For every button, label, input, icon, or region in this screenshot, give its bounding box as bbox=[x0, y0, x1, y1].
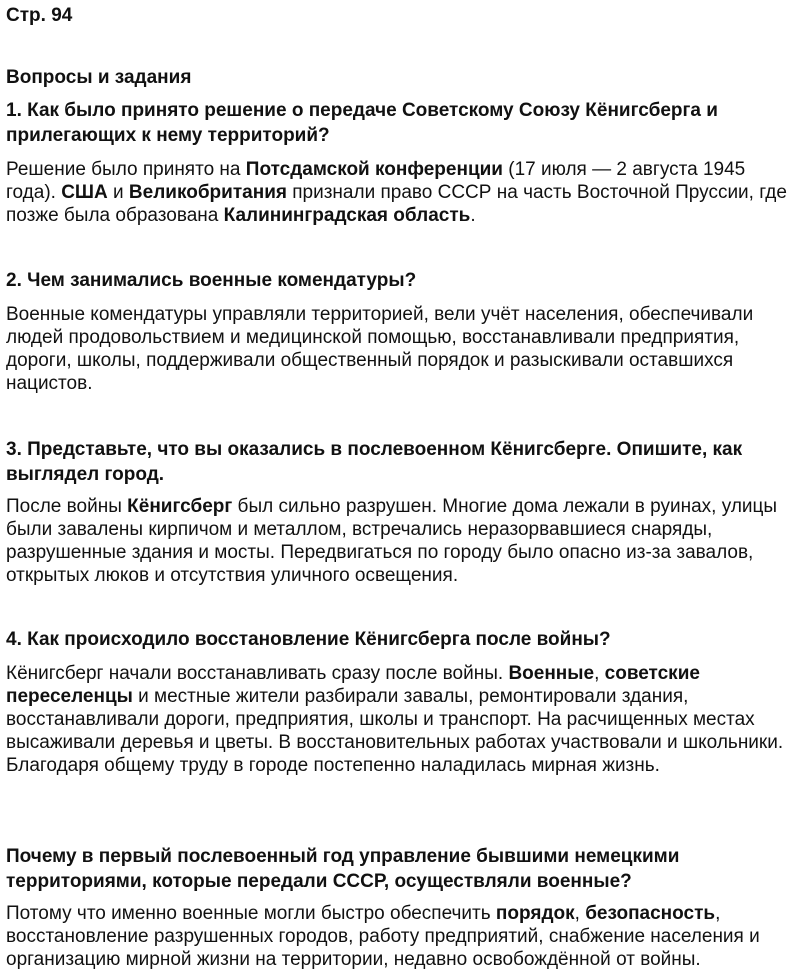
answer-text-run: , bbox=[574, 903, 586, 924]
answer-text-run: и bbox=[107, 182, 129, 203]
answer-text-run: После войны bbox=[6, 496, 128, 517]
answer-bold-term: Военные bbox=[508, 663, 595, 684]
answer-text-run: , восстановление разрушенных городов, работу предприятий, снабжение населения и организацию мирной жизни на территории, недавно освобождённой от войны. bbox=[6, 903, 760, 970]
answer-text-run: , bbox=[594, 663, 605, 684]
section-title: Вопросы и задания bbox=[6, 67, 192, 88]
answer-bold-term: безопасность bbox=[585, 903, 716, 924]
answer-bold-term: Кёнигсберг bbox=[127, 496, 233, 517]
answer-bold-term: Калининградская область bbox=[223, 205, 471, 226]
answer-2 bbox=[6, 303, 796, 395]
answer-text-run: (17 июля — 2 августа 1945 года). bbox=[6, 159, 746, 203]
answer-1 bbox=[6, 158, 796, 227]
answer-text-run: и местные жители разбирали завалы, ремонтировали здания, восстанавливали дороги, предприятия, школы и транспорт. На расчищенных местах высаживали деревья и цветы. В восстановительных работах участвовали и школьники. Благодаря общему труду в городе постепенно наладилась мирная жизнь. bbox=[6, 686, 784, 776]
question-3: 3. Представьте, что вы оказались в послевоенном Кёнигсберге. Опишите, как выглядел город. bbox=[6, 439, 743, 485]
page-number: Стр. 94 bbox=[6, 5, 73, 26]
answer-text-run: Потому что именно военные могли быстро обеспечить bbox=[6, 903, 496, 924]
answer-text-run: . bbox=[470, 205, 476, 226]
answer-text-run: Решение было принято на bbox=[6, 159, 246, 180]
answer-bold-term: советские переселенцы bbox=[6, 663, 700, 707]
answer-3 bbox=[6, 495, 796, 587]
answer-bold-term: Потсдамской конференции bbox=[245, 159, 503, 180]
answer-4 bbox=[6, 662, 796, 777]
question-2: 2. Чем занимались военные комендатуры? bbox=[6, 270, 417, 291]
answer-bold-term: Великобритания bbox=[128, 182, 287, 203]
answer-bold-term: порядок bbox=[495, 903, 575, 924]
answer-5 bbox=[6, 902, 796, 971]
question-1: 1. Как было принято решение о передаче Советскому Союзу Кёнигсберга и прилегающих к нему территорий? bbox=[6, 100, 718, 146]
question-4: 4. Как происходило восстановление Кёнигсберга после войны? bbox=[6, 629, 611, 650]
question-5: Почему в первый послевоенный год управление бывшими немецкими территориями, которые передали СССР, осуществляли военные? bbox=[6, 846, 680, 892]
answer-text-run: Кёнигсберг начали восстанавливать сразу после войны. bbox=[6, 663, 509, 684]
answer-text-run: признали право СССР на часть Восточной Пруссии, где позже была образована bbox=[6, 182, 787, 226]
answer-text-run: Военные комендатуры управляли территорией, вели учёт населения, обеспечивали людей продовольствием и медицинской помощью, восстанавливали предприятия, дороги, школы, поддерживали общественный порядок и разыскивали оставшихся нацистов. bbox=[6, 304, 754, 394]
answer-bold-term: США bbox=[61, 182, 108, 203]
answer-text-run: был сильно разрушен. Многие дома лежали в руинах, улицы были завалены кирпичом и металлом, встречались неразорвавшиеся снаряды, разрушенные здания и мосты. Передвигаться по городу было опасно из-за завалов, открытых люков и отсутствия уличного освещения. bbox=[6, 496, 778, 586]
